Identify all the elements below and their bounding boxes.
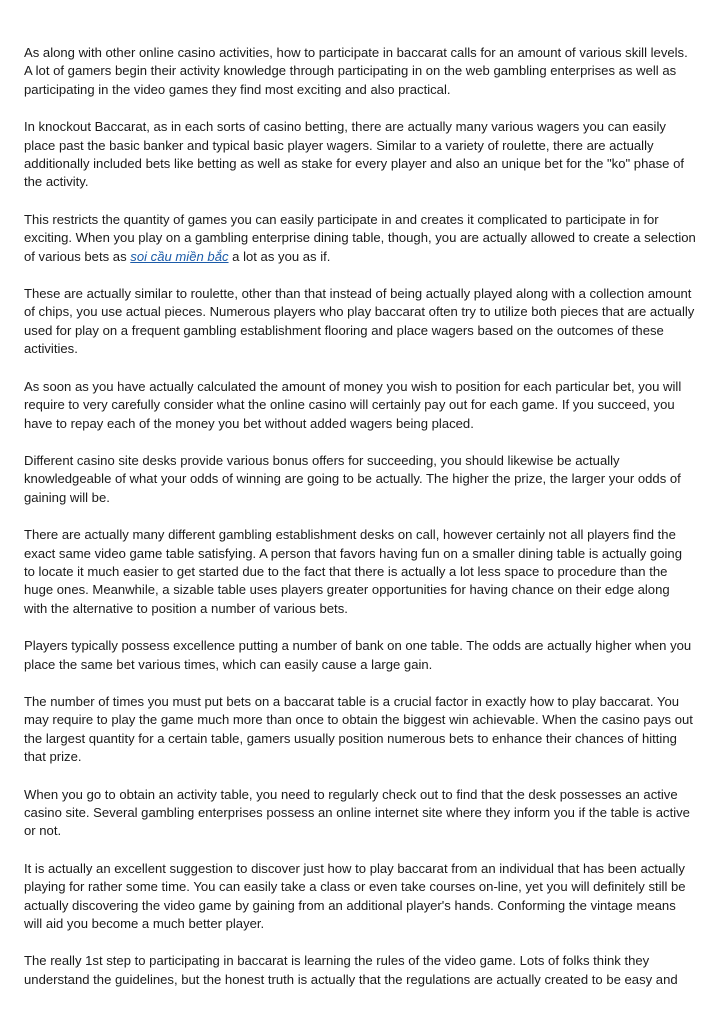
paragraph-7: There are actually many different gambling establishment desks on call, however certainly not all players find the exact same video game table satisfying. A person that favors having fun on a smaller dining table is actually going to locate it much easier to get started due to the fact that there is actually a lot less space to procedure than the huge ones. Meanwhile, a sizable table uses players greater opportunities for having chance on their edge along with the alternative to position a number of various bets. (24, 527, 682, 616)
paragraph-1: As along with other online casino activities, how to participate in baccarat calls for an amount of various skill levels. A lot of gamers begin their activity knowledge through participating in on the web gambling enterprises as well as participating in the video games they find most exciting and also practical. (24, 45, 688, 97)
paragraph-10: When you go to obtain an activity table, you need to regularly check out to find that the desk possesses an active casino site. Several gambling enterprises possess an online internet site where they inform you if the table is active or not. (24, 786, 690, 839)
paragraph-8: Players typically possess excellence putting a number of bank on one table. The odds are actually higher when you place the same bet various times, which can easily cause a large gain. (24, 638, 692, 672)
paragraph-3-text-before: This restricts the quantity of games you can easily participate in and creates it complicated to participate in for exciting. When you play on a gambling enterprise dining table, though, you are actually allowed to create a selection of various bets as (24, 211, 696, 264)
paragraph-3 (24, 211, 696, 266)
paragraph-6: Different casino site desks provide various bonus offers for succeeding, you should likewise be actually knowledgeable of what your odds of winning are going to be actually. The higher the prize, the larger your odds of gaining will be. (24, 452, 681, 505)
paragraph-9: The number of times you must put bets on a baccarat table is a crucial factor in exactly how to play baccarat. You may require to play the game much more than once to obtain the biggest win achievable. When the casino pays out the largest quantity for a certain table, gamers usually position numerous bets to enhance their chances of hitting that prize. (24, 693, 693, 765)
paragraph-3-text-after: a lot as you as if. (228, 248, 331, 264)
paragraph-5: As soon as you have actually calculated the amount of money you wish to position for each particular bet, you will require to very carefully consider what the online casino will certainly pay out for each game. If you succeed, you have to repay each of the money you bet without added wagers being placed. (24, 378, 682, 431)
paragraph-2: In knockout Baccarat, as in each sorts of casino betting, there are actually many various wagers you can easily place past the basic banker and typical basic player wagers. Similar to a variety of roulette, there are actually additionally included bets like betting as well as stake for every player and also an unique bet for the "ko" phase of the activity. (24, 119, 685, 190)
paragraph-12: The really 1st step to participating in baccarat is learning the rules of the video game. Lots of folks think they understand the guidelines, but the honest truth is actually that the regulations are actually created to be easy and (24, 953, 678, 987)
paragraph-4: These are actually similar to roulette, other than that instead of being actually played along with a collection amount of chips, you use actual pieces. Numerous players who play baccarat often try to utilize both pieces that are actually used for play on a frequent gambling establishment flooring and place wagers based on the outcomes of these activities. (24, 286, 695, 357)
paragraph-11: It is actually an excellent suggestion to discover just how to play baccarat from an individual that has been actually playing for rather some time. You can easily take a class or even take courses on-line, yet you will definitely still be actually discovering the video game by gaining from an additional player's hands. Conforming the vintage means will aid you become a much better player. (24, 860, 686, 932)
soi-cau-mien-bac-link[interactable]: soi cầu miền bắc (130, 248, 229, 264)
